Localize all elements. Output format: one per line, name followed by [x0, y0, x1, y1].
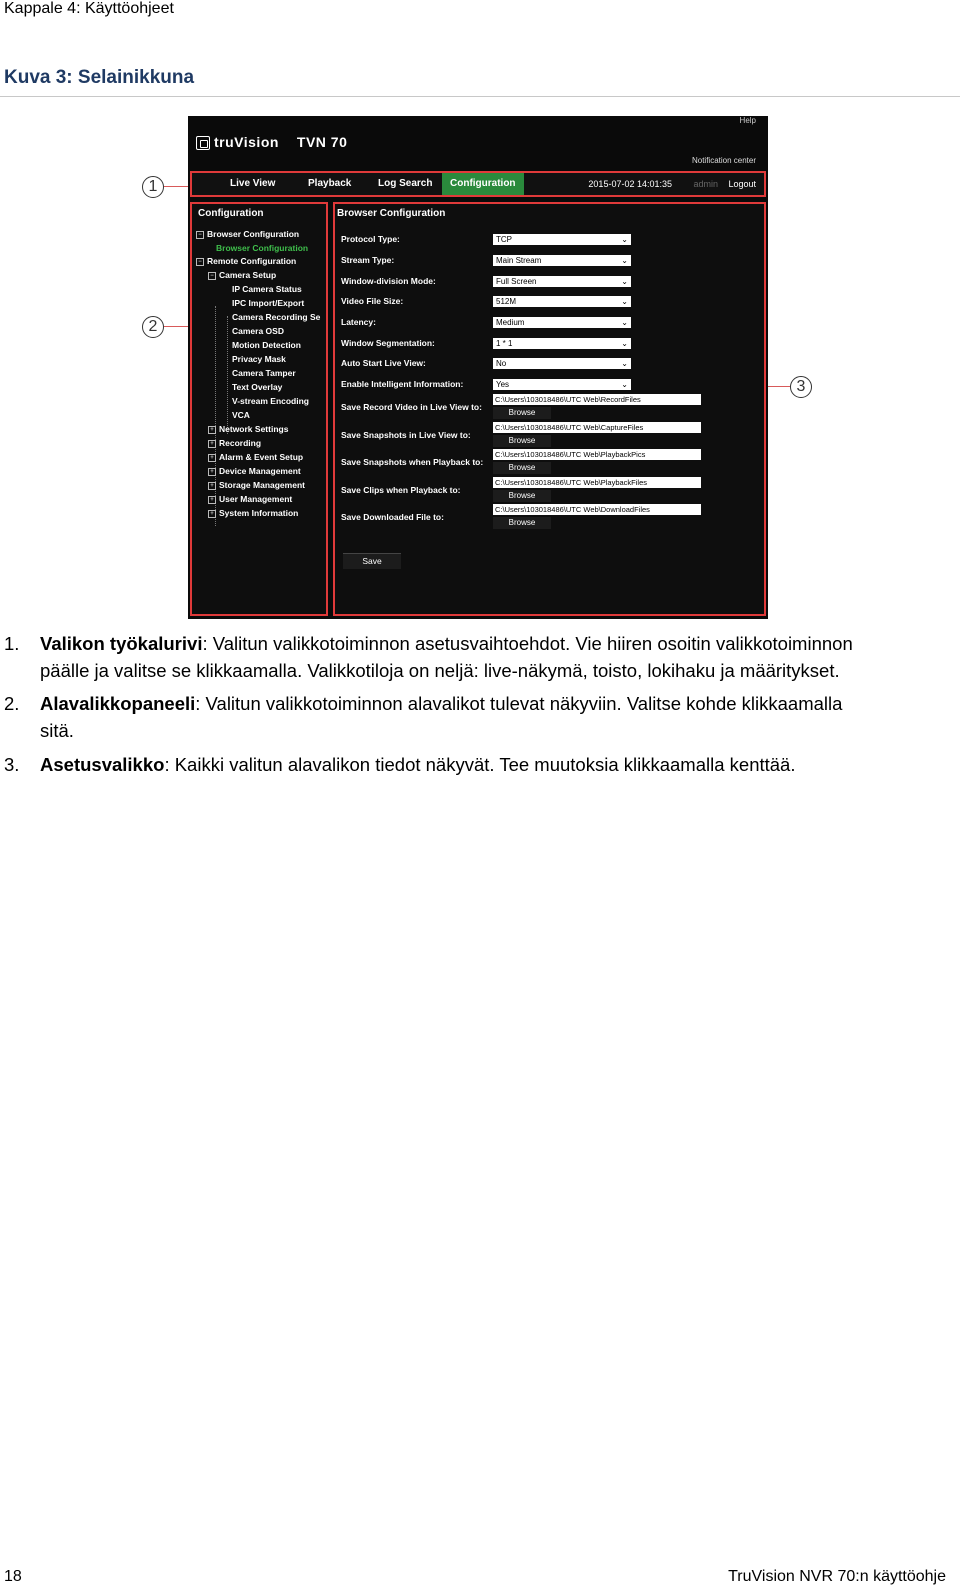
chevron-down-icon: ⌄	[621, 256, 628, 265]
path-label: Save Snapshots when Playback to:	[341, 457, 484, 467]
list-number: 1.	[4, 633, 20, 654]
protocol-type-select[interactable]: TCP ⌄	[493, 234, 631, 245]
expand-icon[interactable]: +	[208, 510, 216, 518]
auto-start-live-view-select[interactable]: No ⌄	[493, 358, 631, 369]
browse-button[interactable]: Browse	[493, 435, 551, 447]
settings-panel	[333, 202, 766, 616]
expand-icon[interactable]: +	[208, 482, 216, 490]
tree-item-system-information[interactable]: + System Information	[208, 508, 298, 518]
tree-item-device-management[interactable]: + Device Management	[208, 466, 301, 476]
tree-item-vca[interactable]: VCA	[232, 410, 250, 420]
logout-button[interactable]: Logout	[728, 179, 756, 189]
list-number: 2.	[4, 693, 20, 714]
callout-3: 3	[790, 376, 812, 398]
list-text: Valikon työkalurivi: Valitun valikkotoiminnon asetusvaihtoehdot. Vie hiiren osoitin valikkotoiminnon päälle ja valitse se klikkaamalla. Valikkotiloja on neljä: live-näkymä, toisto, lokihaku ja määritykset.	[40, 633, 853, 681]
path-label: Save Record Video in Live View to:	[341, 402, 482, 412]
username: admin	[693, 179, 718, 189]
video-file-size-select[interactable]: 512M ⌄	[493, 296, 631, 307]
path-label: Save Clips when Playback to:	[341, 485, 461, 495]
tree-item-storage-management[interactable]: + Storage Management	[208, 480, 305, 490]
page-number: 18	[4, 1568, 22, 1585]
menu-toolbar	[190, 171, 766, 197]
window-segmentation-select[interactable]: 1 * 1 ⌄	[493, 338, 631, 349]
expand-icon[interactable]: +	[208, 440, 216, 448]
browse-button[interactable]: Browse	[493, 517, 551, 529]
tree-item-user-management[interactable]: + User Management	[208, 494, 292, 504]
tab-log-search[interactable]: Log Search	[378, 178, 433, 189]
chevron-down-icon: ⌄	[621, 339, 628, 348]
tree-item-browser-configuration-sub[interactable]: Browser Configuration	[216, 243, 309, 253]
tab-configuration[interactable]: Configuration	[442, 173, 524, 195]
tree-line	[215, 306, 216, 526]
field-label: Latency:	[341, 317, 376, 327]
tree-item-network-settings[interactable]: + Network Settings	[208, 424, 288, 434]
tree-item-text-overlay[interactable]: Text Overlay	[232, 382, 283, 392]
brand-name: truVision	[214, 134, 279, 150]
field-label: Enable Intelligent Information:	[341, 379, 464, 389]
collapse-icon[interactable]: −	[208, 272, 216, 280]
field-label: Video File Size:	[341, 296, 404, 306]
playback-files-path-field[interactable]: C:\Users\103018486\UTC Web\PlaybackFiles	[493, 477, 701, 488]
tree-item-browser-configuration[interactable]: − Browser Configuration	[196, 229, 299, 239]
tree-item-recording[interactable]: + Recording	[208, 438, 261, 448]
callout-2: 2	[142, 316, 164, 338]
list-term: Alavalikkopaneeli	[40, 693, 196, 714]
tab-live-view[interactable]: Live View	[230, 178, 276, 189]
browse-button[interactable]: Browse	[493, 490, 551, 502]
tab-playback[interactable]: Playback	[308, 178, 352, 189]
download-files-path-field[interactable]: C:\Users\103018486\UTC Web\DownloadFiles	[493, 504, 701, 515]
field-label: Stream Type:	[341, 255, 395, 265]
browser-screenshot	[188, 116, 768, 619]
field-label: Protocol Type:	[341, 234, 400, 244]
tree-item-camera-recording[interactable]: Camera Recording Se	[232, 312, 321, 322]
path-label: Save Snapshots in Live View to:	[341, 430, 471, 440]
callout-2-line	[164, 326, 190, 327]
chapter-header: Kappale 4: Käyttöohjeet	[4, 0, 174, 17]
tree-item-ip-camera-status[interactable]: IP Camera Status	[232, 284, 302, 294]
latency-select[interactable]: Medium ⌄	[493, 317, 631, 328]
help-link[interactable]: Help	[739, 116, 756, 125]
playback-pics-path-field[interactable]: C:\Users\103018486\UTC Web\PlaybackPics	[493, 449, 701, 460]
truvision-logo-icon	[196, 136, 210, 150]
chevron-down-icon: ⌄	[621, 277, 628, 286]
chevron-down-icon: ⌄	[621, 235, 628, 244]
save-button[interactable]: Save	[343, 553, 401, 569]
capture-path-field[interactable]: C:\Users\103018486\UTC Web\CaptureFiles	[493, 422, 701, 433]
list-term: Asetusvalikko	[40, 754, 165, 775]
callout-1-line	[164, 186, 190, 187]
tree-item-privacy-mask[interactable]: Privacy Mask	[232, 354, 286, 364]
expand-icon[interactable]: +	[208, 468, 216, 476]
field-label: Window Segmentation:	[341, 338, 435, 348]
collapse-icon[interactable]: −	[196, 258, 204, 266]
tree-line	[227, 316, 228, 434]
expand-icon[interactable]: +	[208, 496, 216, 504]
list-text: Asetusvalikko: Kaikki valitun alavalikon tiedot näkyvät. Tee muutoksia klikkaamalla kenttää.	[40, 754, 796, 775]
expand-icon[interactable]: +	[208, 454, 216, 462]
browse-button[interactable]: Browse	[493, 462, 551, 474]
chevron-down-icon: ⌄	[621, 318, 628, 327]
submenu-panel	[190, 202, 328, 616]
datetime-display: 2015-07-02 14:01:35	[588, 179, 672, 189]
chevron-down-icon: ⌄	[621, 297, 628, 306]
path-label: Save Downloaded File to:	[341, 512, 444, 522]
notification-center-link[interactable]: Notification center	[691, 156, 756, 165]
figure-title: Kuva 3: Selainikkuna	[4, 67, 195, 88]
figure-rule	[0, 96, 960, 97]
record-video-path-field[interactable]: C:\Users\103018486\UTC Web\RecordFiles	[493, 394, 701, 405]
field-label: Auto Start Live View:	[341, 358, 426, 368]
truvision-logo	[196, 134, 347, 150]
stream-type-select[interactable]: Main Stream ⌄	[493, 255, 631, 266]
chevron-down-icon: ⌄	[621, 380, 628, 389]
list-number: 3.	[4, 754, 20, 775]
tree-item-alarm-event-setup[interactable]: + Alarm & Event Setup	[208, 452, 303, 462]
chevron-down-icon: ⌄	[621, 359, 628, 368]
tree-item-ipc-import-export[interactable]: IPC Import/Export	[232, 298, 305, 308]
tree-item-v-stream-encoding[interactable]: V-stream Encoding	[232, 396, 309, 406]
tree-item-camera-osd[interactable]: Camera OSD	[232, 326, 284, 336]
browse-button[interactable]: Browse	[493, 407, 551, 419]
tree-item-camera-setup[interactable]: − Camera Setup	[208, 270, 276, 280]
model-name: TVN 70	[296, 134, 348, 150]
window-division-select[interactable]: Full Screen ⌄	[493, 276, 631, 287]
document-title: TruVision NVR 70:n käyttöohje	[728, 1568, 946, 1585]
collapse-icon[interactable]: −	[196, 231, 204, 239]
tree-item-remote-configuration[interactable]: − Remote Configuration	[196, 256, 296, 266]
settings-title: Browser Configuration	[337, 208, 446, 219]
field-label: Window-division Mode:	[341, 276, 436, 286]
expand-icon[interactable]: +	[208, 426, 216, 434]
submenu-title: Configuration	[198, 208, 264, 219]
tree-item-camera-tamper[interactable]: Camera Tamper	[232, 368, 296, 378]
intelligent-info-select[interactable]: Yes ⌄	[493, 379, 631, 390]
list-text: Alavalikkopaneeli: Valitun valikkotoiminnon alavalikot tulevat näkyviin. Valitse kohde klikkaamalla sitä.	[40, 693, 843, 741]
tree-item-motion-detection[interactable]: Motion Detection	[232, 340, 301, 350]
callout-1: 1	[142, 176, 164, 198]
list-term: Valikon työkalurivi	[40, 633, 203, 654]
